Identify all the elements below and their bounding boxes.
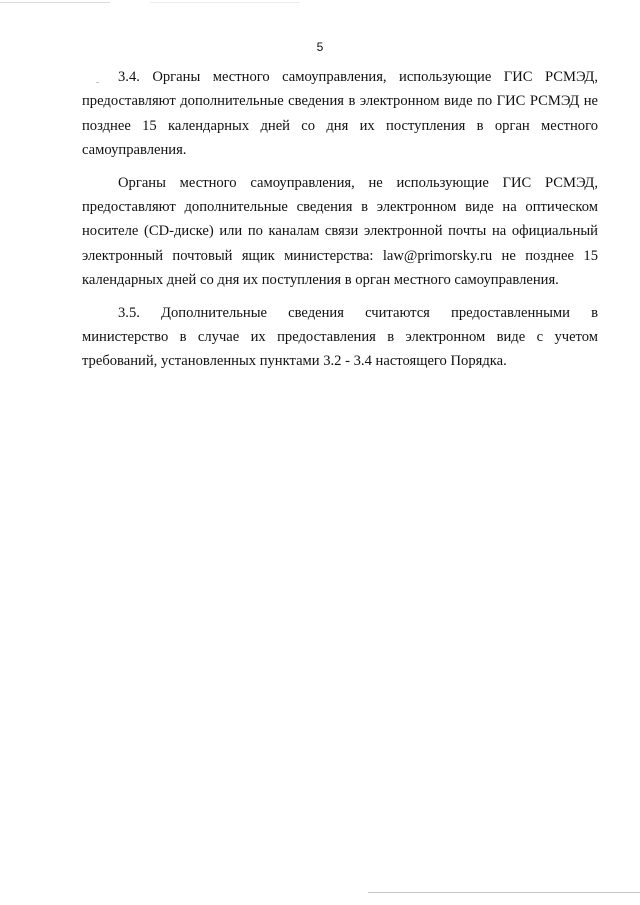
paragraph-non-gis: Органы местного самоуправления, не использующие ГИС РСМЭД, предоставляют дополнительные сведения в электронном виде на оптическом носителе (CD-диске) или по каналам связи электронной почты на официальный электронный почтовый ящик министерства: law@primorsky.ru не позднее 15 календарных дней со дня их поступления в орган местного самоуправления. <box>82 174 598 288</box>
scan-artifact-top-left <box>0 2 110 3</box>
document-body <box>82 65 598 382</box>
paragraph-3-5: 3.5. Дополнительные сведения считаются предоставленными в министерство в случае их предоставления в электронном виде с учетом требований, установленных пунктами 3.2 - 3.4 настоящего Порядка. <box>82 304 598 370</box>
page-number: 5 <box>316 40 324 54</box>
scan-artifact-top <box>150 2 300 3</box>
paragraph-3-4: 3.4. Органы местного самоуправления, использующие ГИС РСМЭД, предоставляют дополнительные сведения в электронном виде по ГИС РСМЭД не позднее 15 календарных дней со дня их поступления в орган местного самоуправления. <box>82 69 598 158</box>
scan-artifact-bottom-line <box>368 892 640 893</box>
